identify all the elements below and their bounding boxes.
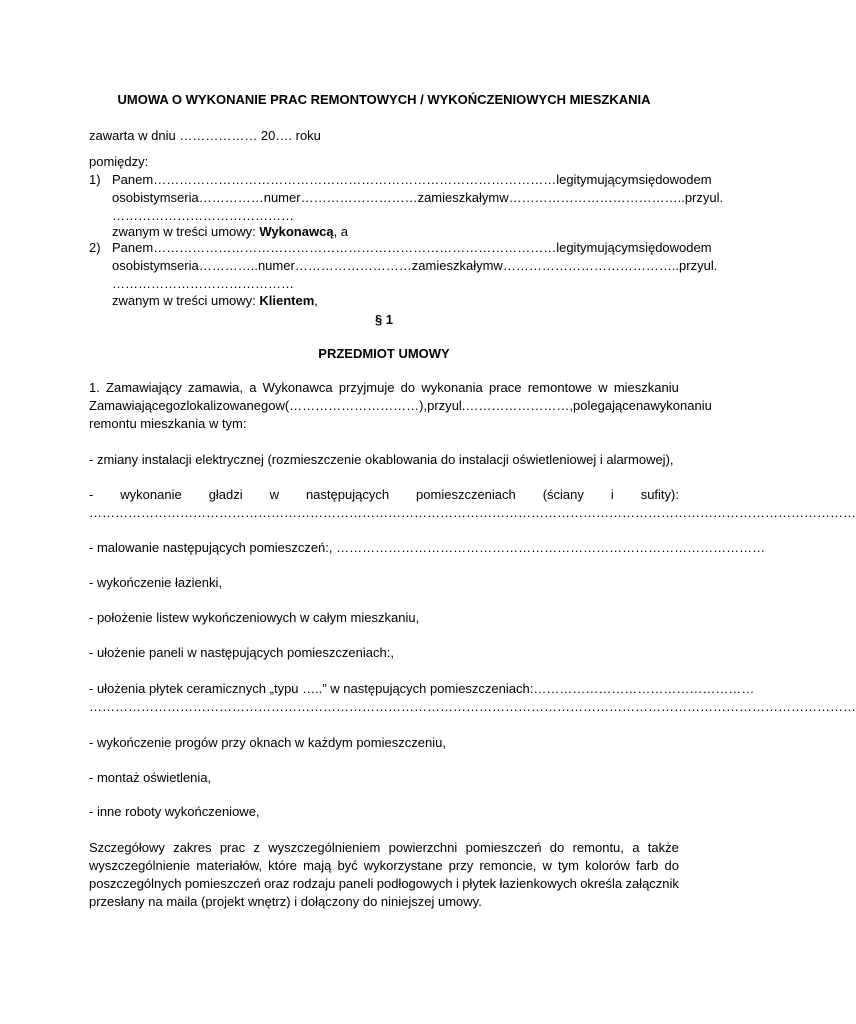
closing-line-3 bbox=[89, 875, 679, 893]
word: 1. bbox=[89, 380, 100, 395]
word: pomieszczeń bbox=[184, 876, 261, 891]
party-2-line-1 bbox=[112, 239, 712, 257]
word: wyszczególnienie bbox=[89, 858, 191, 873]
word: dowodem bbox=[655, 172, 712, 187]
item-plaster-line-1 bbox=[89, 486, 679, 504]
word: farb bbox=[635, 858, 659, 873]
word: materiałów, bbox=[196, 858, 263, 873]
word: Szczegółowy bbox=[89, 840, 165, 855]
word: wykonaniu bbox=[650, 398, 712, 413]
role-suffix: , a bbox=[333, 224, 349, 239]
word: zlokalizowanego bbox=[180, 398, 276, 413]
word: pomieszczeniach bbox=[416, 487, 516, 502]
document-title: UMOWA O WYKONANIE PRAC REMONTOWYCH / WYKOŃCZENIOWYCH MIESZKANIA bbox=[117, 92, 651, 107]
word: remoncie, bbox=[479, 858, 537, 873]
word: ul. bbox=[709, 190, 724, 205]
role-client: Klientem bbox=[259, 293, 315, 308]
word: Panem………………………………………………………………………………… bbox=[112, 240, 557, 255]
party-1-address-dots: …………………………………… bbox=[112, 208, 294, 223]
word: seria………….. bbox=[170, 258, 258, 273]
item-painting: - malowanie następujących pomieszczeń:, ……………………………………………………………………………………… bbox=[89, 540, 766, 555]
word: - bbox=[89, 487, 94, 502]
closing-line-4: przesłany na maila (projekt wnętrz) i dołączony do niniejszej umowy. bbox=[89, 894, 482, 909]
word: ul. bbox=[703, 258, 718, 273]
role-prefix: zwanym w treści umowy: bbox=[112, 224, 260, 239]
word: gładzi bbox=[208, 487, 243, 502]
word: zamieszkałym bbox=[411, 258, 494, 273]
word: (ściany bbox=[542, 487, 584, 502]
item-bathroom: - wykończenie łazienki, bbox=[89, 575, 222, 590]
word: poszczególnych bbox=[89, 876, 182, 891]
word: zakres bbox=[173, 840, 212, 855]
word: paneli bbox=[338, 876, 374, 891]
word: z bbox=[253, 840, 260, 855]
word: do bbox=[400, 380, 416, 395]
word: Panem………………………………………………………………………………… bbox=[112, 172, 557, 187]
word: do bbox=[664, 858, 679, 873]
word: w bbox=[542, 858, 552, 873]
word: sufity): bbox=[640, 487, 679, 502]
word: numer bbox=[263, 190, 301, 205]
clause-1-line-3: remontu mieszkania w tym: bbox=[89, 416, 247, 431]
party-1-line-1 bbox=[112, 171, 712, 189]
word: się bbox=[638, 240, 656, 255]
word: mieszkaniu bbox=[613, 380, 679, 395]
party-1-line-2 bbox=[112, 189, 724, 207]
word: dowodem bbox=[655, 240, 712, 255]
word: w bbox=[493, 258, 503, 273]
word: legitymującym bbox=[556, 172, 639, 187]
word: określa bbox=[580, 876, 623, 891]
party-2-address-dots: …………………………………… bbox=[112, 276, 294, 291]
word: załącznik bbox=[625, 876, 679, 891]
word: w bbox=[275, 398, 285, 413]
word: przy bbox=[448, 858, 474, 873]
party-2-role bbox=[112, 292, 318, 310]
word: numer bbox=[257, 258, 295, 273]
closing-line-1 bbox=[89, 839, 679, 857]
word: wykorzystane bbox=[363, 858, 443, 873]
item-tiles-line-1: - ułożenia płytek ceramicznych „typu …..” w następujących pomieszczeniach:…………………………………………… bbox=[89, 681, 755, 696]
closing-line-2 bbox=[89, 857, 679, 875]
word: powierzchni bbox=[388, 840, 458, 855]
word: polegające bbox=[573, 398, 636, 413]
date-line: zawarta w dniu ……………… 20…. roku bbox=[89, 128, 321, 143]
word: do bbox=[549, 840, 565, 855]
word: w bbox=[598, 380, 608, 395]
word: przyjmuje bbox=[338, 380, 395, 395]
item-electrical: - zmiany instalacji elektrycznej (rozmieszczenie okablowania do instalacji oświetleniowej i alarmowej), bbox=[89, 452, 674, 467]
word: (…………………………), bbox=[284, 398, 428, 413]
word: w bbox=[269, 487, 279, 502]
party-2-number: 2) bbox=[89, 240, 101, 255]
word: a bbox=[632, 840, 640, 855]
word: ……………………… bbox=[294, 258, 412, 273]
item-panels: - ułożenie paneli w następujących pomieszczeniach:, bbox=[89, 645, 394, 660]
word: kolorów bbox=[585, 858, 630, 873]
word: przy bbox=[427, 398, 452, 413]
word: ………………………………….. bbox=[508, 190, 685, 205]
word: Zamawiający bbox=[106, 380, 182, 395]
word: płytek bbox=[462, 876, 497, 891]
word: na bbox=[635, 398, 651, 413]
section-heading: PRZEDMIOT UMOWY bbox=[318, 346, 450, 361]
word: Wykonawca bbox=[262, 380, 333, 395]
word: także bbox=[647, 840, 679, 855]
clause-1-line-2 bbox=[89, 397, 712, 415]
word: zamawia, bbox=[188, 380, 244, 395]
word: pomieszczeń bbox=[465, 840, 542, 855]
word: i bbox=[455, 876, 459, 891]
item-trim-strips: - położenie listew wykończeniowych w całym mieszkaniu, bbox=[89, 610, 420, 625]
item-plaster-line-2: …………………………………………………………………………………………………………………………………………………………… bbox=[89, 505, 856, 520]
item-tiles-line-2: …………………………………………………………………………………………………………………………………………………………… bbox=[89, 699, 856, 714]
word: a bbox=[249, 380, 257, 395]
word: się bbox=[638, 172, 656, 187]
word: osobistym bbox=[112, 190, 171, 205]
word: …………………… bbox=[465, 398, 570, 413]
word: tym bbox=[558, 858, 579, 873]
word: przy bbox=[679, 258, 704, 273]
word: następujących bbox=[305, 487, 390, 502]
word: mają bbox=[303, 858, 332, 873]
word: ul. bbox=[451, 398, 466, 413]
word: ……………………… bbox=[300, 190, 418, 205]
word: wykonanie bbox=[120, 487, 182, 502]
word: prace bbox=[488, 380, 522, 395]
word: rodzaju bbox=[292, 876, 336, 891]
word: wyszczególnieniem bbox=[268, 840, 381, 855]
word: remontowe bbox=[527, 380, 593, 395]
word: osobistym bbox=[112, 258, 171, 273]
word: remontu, bbox=[572, 840, 624, 855]
word: wykonania bbox=[421, 380, 483, 395]
role-contractor: Wykonawcą bbox=[259, 224, 334, 239]
word: i bbox=[610, 487, 614, 502]
item-other-works: - inne roboty wykończeniowe, bbox=[89, 804, 260, 819]
word: być bbox=[337, 858, 358, 873]
word: które bbox=[268, 858, 298, 873]
item-window-sills: - wykończenie progów przy oknach w każdym pomieszczeniu, bbox=[89, 735, 446, 750]
word: w bbox=[499, 190, 509, 205]
role-suffix: , bbox=[314, 293, 318, 308]
item-lighting: - montaż oświetlenia, bbox=[89, 770, 212, 785]
word: podłogowych bbox=[376, 876, 453, 891]
word: seria bbox=[170, 190, 199, 205]
word: oraz bbox=[264, 876, 290, 891]
between-label: pomiędzy: bbox=[89, 154, 149, 169]
word: łazienkowych bbox=[499, 876, 577, 891]
party-2-line-2 bbox=[112, 257, 718, 275]
word: ………………………………….. bbox=[502, 258, 680, 273]
word: Zamawiającego bbox=[89, 398, 181, 413]
word: przy bbox=[684, 190, 710, 205]
word: zamieszkałym bbox=[417, 190, 500, 205]
role-prefix: zwanym w treści umowy: bbox=[112, 293, 260, 308]
word: prac bbox=[219, 840, 246, 855]
word: …………… bbox=[198, 190, 264, 205]
clause-1-line-1 bbox=[89, 379, 679, 397]
word: legitymującym bbox=[556, 240, 639, 255]
section-mark: § 1 bbox=[374, 312, 394, 327]
party-1-number: 1) bbox=[89, 172, 101, 187]
word: , bbox=[569, 398, 574, 413]
